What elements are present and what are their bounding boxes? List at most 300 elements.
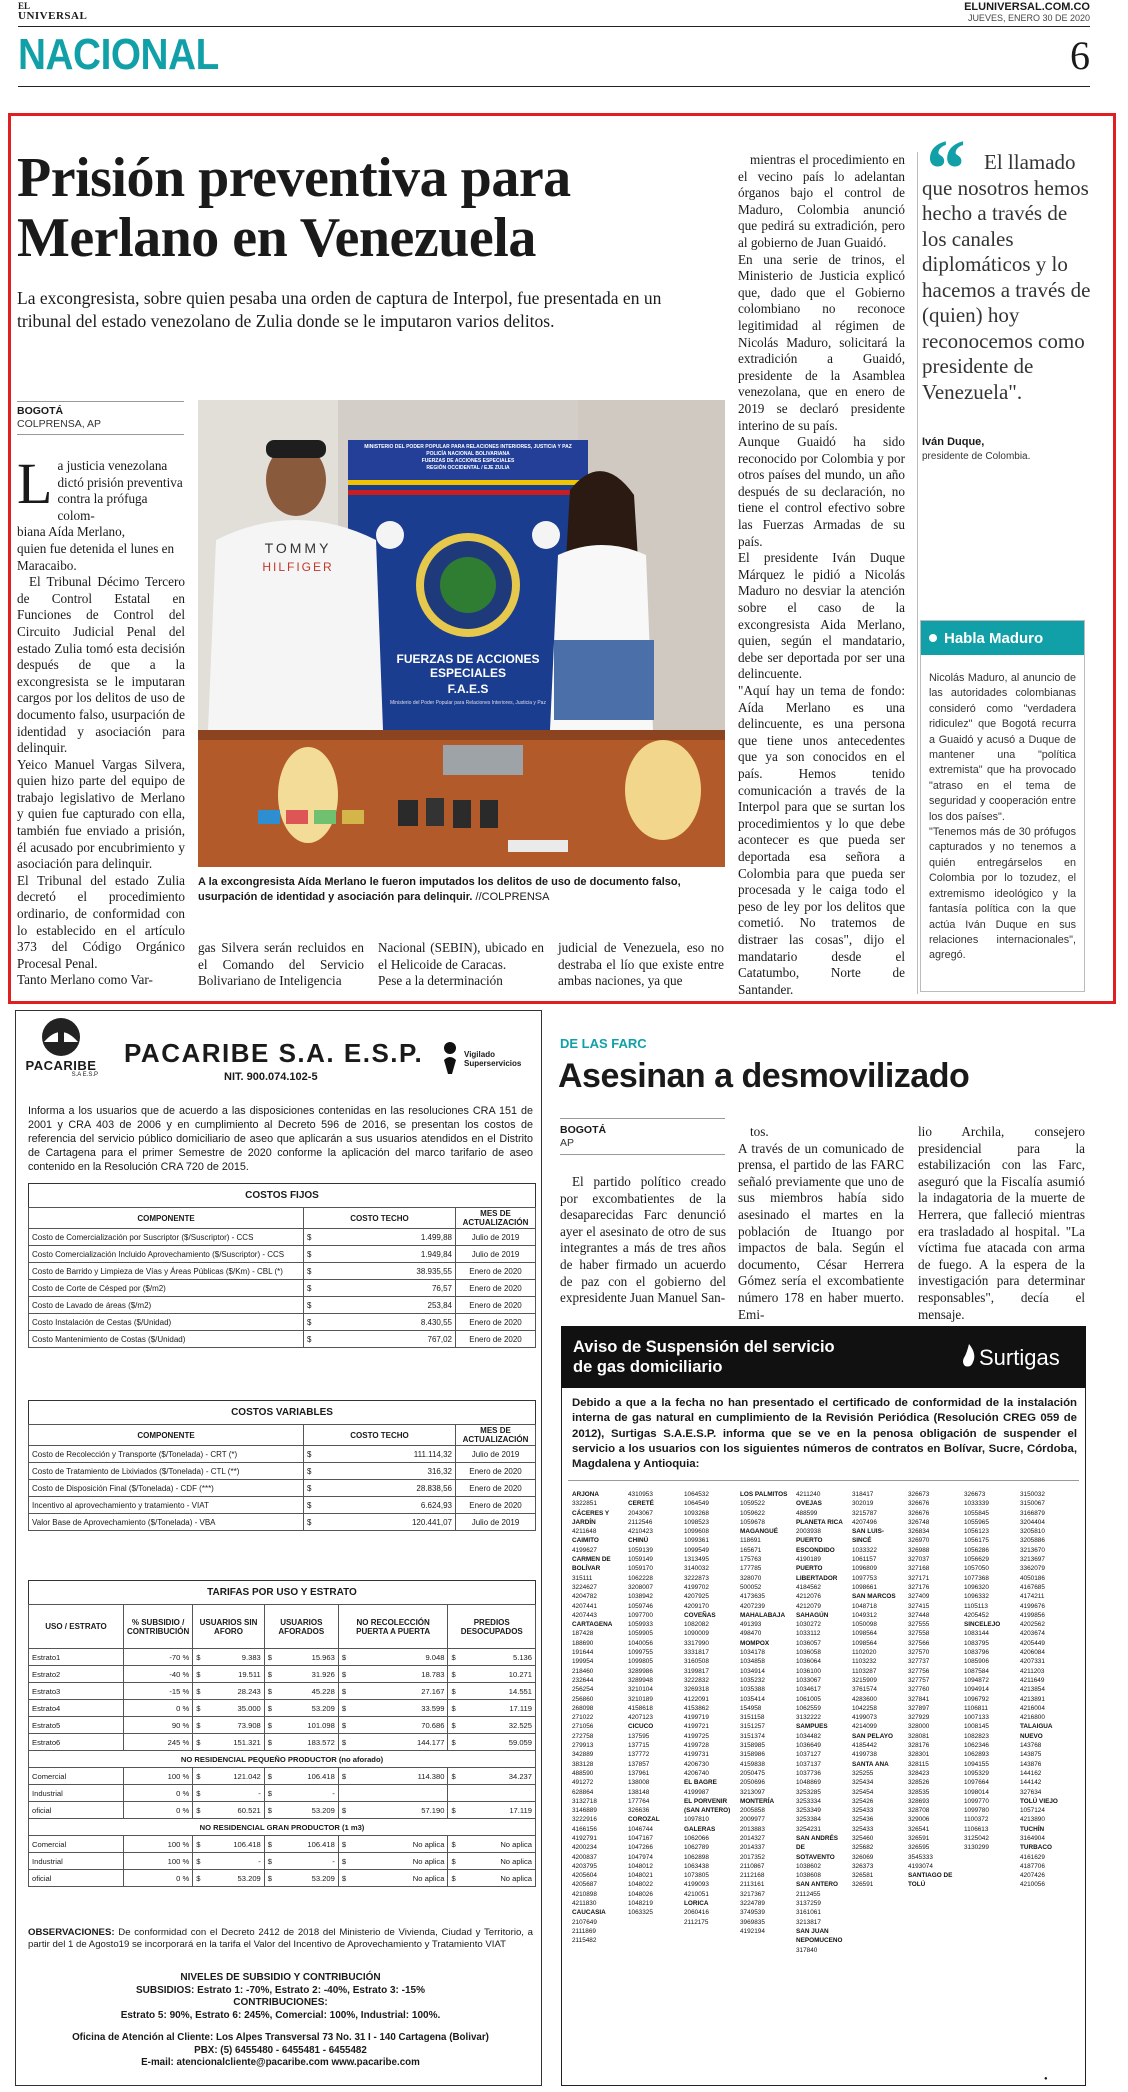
municipality-label: SINCELEJO bbox=[964, 1621, 1001, 1629]
masthead-logo: UNIVERSAL bbox=[18, 10, 88, 22]
currency-cell: $ bbox=[264, 1870, 275, 1887]
contract-number: 3161061 bbox=[796, 1909, 821, 1917]
table-cell: - bbox=[275, 1785, 338, 1802]
contract-number: 1083796 bbox=[964, 1649, 989, 1657]
table-cell: Comercial bbox=[29, 1768, 124, 1785]
contract-number: 3749539 bbox=[740, 1909, 765, 1917]
contract-number: 1050098 bbox=[852, 1621, 877, 1629]
contract-number: 325460 bbox=[852, 1834, 874, 1842]
contract-number: 143876 bbox=[1020, 1760, 1042, 1768]
contract-number: 232644 bbox=[572, 1676, 594, 1684]
contract-number: 2009977 bbox=[740, 1816, 765, 1824]
contract-number: 1099805 bbox=[628, 1658, 653, 1666]
table-cell: 17.119 bbox=[459, 1700, 536, 1717]
contract-number: 1062789 bbox=[684, 1844, 709, 1852]
contract-number: 328115 bbox=[908, 1760, 929, 1768]
contract-number: 137961 bbox=[628, 1769, 650, 1777]
contract-number: 1096792 bbox=[964, 1695, 989, 1703]
col-header: USUARIOS AFORADOS bbox=[264, 1605, 338, 1649]
contract-number: 3132718 bbox=[572, 1797, 597, 1805]
contract-number: 4207925 bbox=[684, 1593, 709, 1601]
contract-number: 137772 bbox=[628, 1751, 650, 1759]
contract-column bbox=[852, 1490, 900, 1890]
contract-number: 4187706 bbox=[1020, 1862, 1045, 1870]
contract-number: 4203795 bbox=[572, 1862, 597, 1870]
contract-number: 4192791 bbox=[572, 1834, 597, 1842]
contract-number: 1094914 bbox=[964, 1686, 989, 1694]
contract-number: 328526 bbox=[908, 1779, 930, 1787]
currency-cell: $ bbox=[193, 1768, 204, 1785]
contract-number: 1034178 bbox=[740, 1649, 765, 1657]
table-row bbox=[29, 1802, 536, 1819]
table-cell: 316,32 bbox=[316, 1463, 456, 1480]
municipality-label: NEPOMUCENO bbox=[796, 1937, 843, 1945]
shirt-logo-bottom: HILFIGER bbox=[262, 560, 334, 574]
table-cell: Julio de 2019 bbox=[456, 1246, 536, 1263]
table-cell: Costo de Tratamiento de Lixiviados ($/Tonelada) - CTL (**) bbox=[29, 1463, 304, 1480]
contract-number: 3317990 bbox=[684, 1639, 709, 1647]
municipality-label: TOLÚ VIEJO bbox=[1020, 1797, 1058, 1805]
currency-cell: $ bbox=[338, 1734, 349, 1751]
municipality-label: PUERTO bbox=[796, 1565, 823, 1573]
table-cell: Enero de 2020 bbox=[456, 1280, 536, 1297]
contract-number: 1036064 bbox=[796, 1658, 821, 1666]
contract-number: 1064549 bbox=[684, 1500, 709, 1508]
contract-number: 4161629 bbox=[1020, 1853, 1045, 1861]
table-cell: Enero de 2020 bbox=[456, 1331, 536, 1348]
contract-column bbox=[796, 1490, 844, 1955]
contract-number: 328301 bbox=[908, 1751, 930, 1759]
contract-number: 1038602 bbox=[796, 1862, 821, 1870]
farc-byline-agency: AP bbox=[560, 1137, 575, 1149]
contract-number: 1008145 bbox=[964, 1723, 989, 1731]
table-cell: 32.525 bbox=[459, 1717, 536, 1734]
table-cell: 70.686 bbox=[349, 1717, 448, 1734]
table-cell: Julio de 2019 bbox=[456, 1229, 536, 1246]
farc-col2: tos. A través de un comunicado de prensa, el partido de las FARC señaló previamente que uno de sus miembros había sido asesinado el martes en la población de Ituango por impactos de bala. Según el documento, César Herrera Gómez sería el excombatiente número 178 en haber muerto. Emi- bbox=[738, 1124, 904, 1322]
contract-number: 4206740 bbox=[684, 1769, 709, 1777]
costos-fijos-table bbox=[28, 1183, 536, 1348]
table-cell: Enero de 2020 bbox=[456, 1480, 536, 1497]
pull-quote: El llamado que nosotros hemos hecho a través de los canales diplomáticos y lo hacemos a través de (quien) hoy reconocemos como presidente de Venezuela". bbox=[922, 150, 1091, 404]
contract-number: 2112168 bbox=[740, 1872, 765, 1880]
contract-number: 327756 bbox=[908, 1667, 930, 1675]
contract-number: 3158986 bbox=[740, 1751, 765, 1759]
email[interactable]: E-mail: atencionalcliente@pacaribe.com www.pacaribe.com bbox=[141, 2057, 420, 2068]
contract-number: 1061005 bbox=[796, 1695, 821, 1703]
contract-number: 4192194 bbox=[740, 1927, 765, 1935]
contact-block bbox=[28, 2032, 533, 2070]
contract-number: 327171 bbox=[908, 1574, 930, 1582]
contract-number: 1063325 bbox=[628, 1909, 653, 1917]
table-cell bbox=[349, 1785, 448, 1802]
surtigas-header bbox=[561, 1326, 1086, 1388]
contract-number: 1099608 bbox=[684, 1528, 709, 1536]
contract-number: 2110867 bbox=[740, 1862, 765, 1870]
contract-number: 4199731 bbox=[684, 1751, 709, 1759]
table-row bbox=[29, 1649, 536, 1666]
contract-number: 327555 bbox=[908, 1621, 930, 1629]
table-row bbox=[29, 1297, 536, 1314]
surtigas-footer-logo: ● bbox=[1044, 2076, 1048, 2082]
table-cell: Enero de 2020 bbox=[456, 1263, 536, 1280]
superservicios-logo-icon bbox=[440, 1040, 460, 1076]
contract-number: 4206730 bbox=[684, 1760, 709, 1768]
col-header: NO RECOLECCIÓN PUERTA A PUERTA bbox=[338, 1605, 448, 1649]
municipality-label: SANTIAGO DE bbox=[908, 1872, 953, 1880]
contract-number: 2111869 bbox=[572, 1927, 596, 1935]
contract-number: 4190189 bbox=[796, 1556, 821, 1564]
contract-number: 1055845 bbox=[964, 1509, 989, 1517]
col-header: COSTO TECHO bbox=[304, 1425, 456, 1446]
table-cell: Julio de 2019 bbox=[456, 1446, 536, 1463]
table-cell: Costo de Corte de Césped por ($/m2) bbox=[29, 1280, 304, 1297]
contract-number: 1036100 bbox=[796, 1667, 821, 1675]
contract-number: 1033112 bbox=[796, 1630, 821, 1638]
currency-cell: $ bbox=[264, 1683, 275, 1700]
table-cell: No aplica bbox=[349, 1870, 448, 1887]
contract-number: 1097753 bbox=[852, 1574, 877, 1582]
contract-number: 1036649 bbox=[796, 1742, 821, 1750]
contract-number: 1034858 bbox=[740, 1658, 765, 1666]
table-cell: 106.418 bbox=[203, 1836, 264, 1853]
contract-number: 328708 bbox=[908, 1807, 930, 1815]
contract-number: 498470 bbox=[740, 1630, 762, 1638]
contract-number: 218460 bbox=[572, 1667, 594, 1675]
contract-number: 4283600 bbox=[852, 1695, 877, 1703]
table-cell: Costo de Disposición Final ($/Tonelada) - CDF (***) bbox=[29, 1480, 304, 1497]
contract-number: 4173635 bbox=[740, 1593, 765, 1601]
contract-number: 1057124 bbox=[1020, 1807, 1045, 1815]
municipality-label: PUERTO bbox=[796, 1537, 823, 1545]
quote-mark-icon: “ bbox=[922, 123, 964, 216]
contract-number: 2013883 bbox=[740, 1825, 765, 1833]
contract-number: 4199725 bbox=[684, 1732, 709, 1740]
contract-number: 1102020 bbox=[852, 1649, 877, 1657]
contract-number: 3761574 bbox=[852, 1686, 877, 1694]
byline-city: BOGOTÁ bbox=[17, 405, 64, 417]
table-cell: 33.599 bbox=[349, 1700, 448, 1717]
article-col2-text: gas Silvera serán recluidos en el Comando del Servicio Bolivariano de Inteligencia bbox=[198, 940, 364, 989]
table-cell: Enero de 2020 bbox=[456, 1297, 536, 1314]
contract-number: 328000 bbox=[908, 1723, 930, 1731]
contract-number: 1048021 bbox=[628, 1872, 653, 1880]
contract-number: 4209170 bbox=[684, 1602, 709, 1610]
company-nit: NIT. 900.074.102-5 bbox=[224, 1071, 318, 1083]
table-cell: 76,57 bbox=[316, 1280, 456, 1297]
col-header: % SUBSIDIO / CONTRIBUCIÓN bbox=[124, 1605, 193, 1649]
contract-number: 326673 bbox=[964, 1491, 986, 1498]
contract-number: 327841 bbox=[908, 1695, 930, 1703]
contract-number: 1059933 bbox=[628, 1621, 653, 1629]
table-row bbox=[29, 1246, 536, 1263]
currency-cell: $ bbox=[193, 1836, 204, 1853]
contract-number: 1063438 bbox=[684, 1862, 709, 1870]
contract-number: 3166879 bbox=[1020, 1509, 1045, 1517]
contract-number: 1099780 bbox=[964, 1807, 989, 1815]
pacaribe-logo-sub: S.A E.S.P bbox=[71, 1072, 98, 1078]
sidebar-header bbox=[921, 621, 1084, 655]
currency-cell: $ bbox=[338, 1666, 349, 1683]
contract-number: 328423 bbox=[908, 1769, 930, 1777]
contract-number: 1040056 bbox=[628, 1639, 653, 1647]
table-cell: 100 % bbox=[124, 1836, 193, 1853]
contract-number: 1077368 bbox=[964, 1574, 989, 1582]
currency-cell: $ bbox=[193, 1734, 204, 1751]
table-cell: 106.418 bbox=[275, 1836, 338, 1853]
currency-cell: $ bbox=[448, 1768, 459, 1785]
contract-number: 1056123 bbox=[964, 1528, 989, 1536]
table-cell: -15 % bbox=[124, 1683, 193, 1700]
currency-cell: $ bbox=[264, 1768, 275, 1785]
table-cell: 18.783 bbox=[349, 1666, 448, 1683]
currency-cell: $ bbox=[193, 1853, 204, 1870]
contract-column bbox=[628, 1490, 676, 1918]
table-cell: $ bbox=[304, 1463, 316, 1480]
contract-number: 3253349 bbox=[796, 1807, 821, 1815]
contract-number: 326676 bbox=[908, 1500, 930, 1508]
contract-number: 4193074 bbox=[908, 1862, 933, 1870]
table-cell: $ bbox=[304, 1280, 316, 1297]
contract-number: 3158985 bbox=[740, 1742, 765, 1750]
table-cell: Costo Mantenimiento de Costas ($/Unidad) bbox=[29, 1331, 304, 1348]
table-cell: 28.243 bbox=[203, 1683, 264, 1700]
contract-number: 3331817 bbox=[684, 1649, 709, 1657]
vigilado-text: Vigilado Superservicios bbox=[464, 1050, 522, 1068]
contract-number: 1064532 bbox=[684, 1491, 709, 1498]
contract-number: 326673 bbox=[908, 1491, 930, 1498]
contract-number: 329006 bbox=[908, 1816, 930, 1824]
municipality-label: CERETÉ bbox=[628, 1500, 654, 1508]
contract-number: 2014337 bbox=[740, 1844, 765, 1852]
municipality-label: SOTAVENTO bbox=[796, 1853, 835, 1861]
contract-number: 137857 bbox=[628, 1760, 650, 1768]
contract-number: 1033067 bbox=[796, 1676, 821, 1684]
date: JUEVES, ENERO 30 DE 2020 bbox=[967, 13, 1090, 23]
contract-number: 3289948 bbox=[628, 1676, 653, 1684]
municipality-label: SAMPUES bbox=[796, 1723, 828, 1731]
pbx: PBX: (5) 6455480 - 6455481 - 6455482 bbox=[194, 2044, 367, 2056]
tarifas-title: TARIFAS POR USO Y ESTRATO bbox=[28, 1580, 536, 1604]
table-cell: 53.209 bbox=[275, 1802, 338, 1819]
contract-number: 328176 bbox=[908, 1742, 930, 1750]
table-cell: 144.177 bbox=[349, 1734, 448, 1751]
contract-number: 3208007 bbox=[628, 1583, 653, 1591]
municipality-label: SAN MARCOS bbox=[852, 1593, 896, 1601]
table-cell: $ bbox=[304, 1497, 316, 1514]
contract-number: 3269318 bbox=[684, 1686, 709, 1694]
contract-number: 1062346 bbox=[964, 1742, 989, 1750]
contract-number: 4212076 bbox=[796, 1593, 821, 1601]
table-cell: 0 % bbox=[124, 1785, 193, 1802]
contract-number: 1096809 bbox=[852, 1565, 877, 1573]
contract-number: 4199093 bbox=[684, 1881, 709, 1889]
contract-number: 1099755 bbox=[628, 1649, 653, 1657]
contract-number: 491393 bbox=[740, 1621, 762, 1629]
contract-number: 1038608 bbox=[796, 1872, 821, 1880]
contract-number: 3150067 bbox=[1020, 1500, 1045, 1508]
contract-number: 3137259 bbox=[796, 1900, 821, 1908]
surtigas-brand: Surtigas bbox=[979, 1345, 1060, 1370]
table-cell: Estrato1 bbox=[29, 1649, 124, 1666]
contract-number: 628864 bbox=[572, 1788, 594, 1796]
contract-number: 4212079 bbox=[796, 1602, 821, 1610]
contract-number: 175763 bbox=[740, 1556, 762, 1564]
table-cell: 100 % bbox=[124, 1768, 193, 1785]
company-name: PACARIBE S.A. E.S.P. bbox=[124, 1038, 424, 1068]
currency-cell: $ bbox=[264, 1700, 275, 1717]
contract-number: 1062898 bbox=[684, 1853, 709, 1861]
contract-number: 2112546 bbox=[628, 1518, 653, 1526]
contract-number: 326748 bbox=[908, 1518, 930, 1526]
table-cell: Costo de Lavado de áreas ($/m2) bbox=[29, 1297, 304, 1314]
contract-number: 1062228 bbox=[628, 1574, 653, 1582]
contract-number: 327448 bbox=[908, 1611, 930, 1619]
currency-cell: $ bbox=[448, 1666, 459, 1683]
contract-number: 4216800 bbox=[1020, 1714, 1045, 1722]
table-cell: 57.190 bbox=[349, 1802, 448, 1819]
contract-number: 1036058 bbox=[796, 1649, 821, 1657]
municipality-label: CARTAGENA bbox=[572, 1621, 613, 1629]
contract-number: 1099770 bbox=[964, 1797, 989, 1805]
table-cell: Costo de Barrido y Limpieza de Vías y Áreas Públicas ($/Km) - CBL (*) bbox=[29, 1263, 304, 1280]
table-cell: No aplica bbox=[459, 1853, 536, 1870]
contract-number: 1048718 bbox=[852, 1602, 877, 1610]
table-cell: 90 % bbox=[124, 1717, 193, 1734]
contract-number: 315111 bbox=[572, 1574, 593, 1582]
table-cell: 767,02 bbox=[316, 1331, 456, 1348]
contract-number: 2115482 bbox=[572, 1937, 597, 1945]
contract-number: 326834 bbox=[908, 1528, 930, 1536]
contract-number: 3215787 bbox=[852, 1509, 877, 1517]
contract-number: 4199856 bbox=[1020, 1611, 1045, 1619]
contract-number: 1098564 bbox=[852, 1630, 877, 1638]
contract-number: 4207443 bbox=[572, 1611, 597, 1619]
currency-cell: $ bbox=[448, 1649, 459, 1666]
contract-number: 325433 bbox=[852, 1825, 874, 1833]
table-cell: Estrato4 bbox=[29, 1700, 124, 1717]
contract-number: 2003938 bbox=[796, 1528, 821, 1536]
contract-number: 1059149 bbox=[628, 1556, 653, 1564]
banner-title: FUERZAS DE ACCIONES ESPECIALES bbox=[396, 652, 540, 680]
table-cell: 53.209 bbox=[203, 1870, 264, 1887]
sidebar-box bbox=[920, 620, 1085, 992]
contract-number: 272758 bbox=[572, 1732, 594, 1740]
municipality-label: TURBACO bbox=[1020, 1844, 1052, 1852]
municipality-label: ESCONDIDO bbox=[796, 1546, 835, 1554]
municipality-label: GALERAS bbox=[684, 1825, 716, 1833]
contract-number: 327737 bbox=[908, 1658, 930, 1666]
contract-number: 1097700 bbox=[628, 1611, 653, 1619]
contract-number: 325682 bbox=[852, 1844, 874, 1852]
contract-number: 3160508 bbox=[684, 1658, 709, 1666]
table-cell: Estrato6 bbox=[29, 1734, 124, 1751]
municipality-label: LIBERTADOR bbox=[796, 1574, 838, 1582]
table-cell: 101.098 bbox=[275, 1717, 338, 1734]
currency-cell: $ bbox=[264, 1853, 275, 1870]
table-cell: 15.963 bbox=[275, 1649, 338, 1666]
contract-number: 1059170 bbox=[628, 1565, 653, 1573]
col-header: PREDIOS DESOCUPADOS bbox=[448, 1605, 536, 1649]
contract-number: 1094155 bbox=[964, 1760, 989, 1768]
contract-number: 4211648 bbox=[572, 1528, 597, 1536]
contract-number: 1059522 bbox=[740, 1500, 765, 1508]
table-cell: $ bbox=[304, 1229, 316, 1246]
article-col3-text: Nacional (SEBIN), ubicado en el Helicoide de Caracas. Pese a la determinación bbox=[378, 940, 544, 989]
contract-number: 3253384 bbox=[796, 1816, 821, 1824]
contract-number: 4213891 bbox=[1020, 1695, 1045, 1703]
contract-number: 3213097 bbox=[740, 1788, 765, 1796]
table-cell: 100 % bbox=[124, 1853, 193, 1870]
col-header: MES DE ACTUALIZACIÓN bbox=[456, 1208, 536, 1229]
contract-number: 1103232 bbox=[852, 1658, 877, 1666]
pacaribe-logo-icon bbox=[32, 1016, 90, 1058]
contract-number: 327176 bbox=[908, 1583, 930, 1591]
col-header: USUARIOS SIN AFORO bbox=[193, 1605, 265, 1649]
currency-cell: $ bbox=[264, 1836, 275, 1853]
contract-number: 3213670 bbox=[1020, 1546, 1045, 1554]
quote-role: presidente de Colombia. bbox=[922, 451, 1031, 462]
contract-number: 4210423 bbox=[628, 1528, 653, 1536]
col-header: MES DE ACTUALIZACIÓN bbox=[456, 1425, 536, 1446]
currency-cell: $ bbox=[264, 1649, 275, 1666]
municipality-label: SAN LUIS-SINCÉ bbox=[852, 1528, 884, 1545]
observaciones: OBSERVACIONES: De conformidad con el Decreto 2412 de 2018 del Ministerio de Vivienda, Ciudad y Territorio, a partir del 1 de Agosto19 se incorporará en la tarifa el Valor del Incentivo de Aprovechamiento y Tratamiento VIAT bbox=[28, 1927, 533, 1950]
contract-list bbox=[572, 1490, 1077, 2080]
municipality-label: EL PORVENIR bbox=[684, 1797, 728, 1805]
contract-number: 1007133 bbox=[964, 1714, 989, 1722]
contract-number: 3151257 bbox=[740, 1723, 765, 1731]
contract-number: 3151374 bbox=[740, 1732, 765, 1740]
table-cell: 245 % bbox=[124, 1734, 193, 1751]
table-cell: Incentivo al aprovechamiento y tratamiento - VIAT bbox=[29, 1497, 304, 1514]
contract-number: 144142 bbox=[1020, 1779, 1042, 1787]
table-cell: 45.228 bbox=[275, 1683, 338, 1700]
table-cell: 114.380 bbox=[349, 1768, 448, 1785]
table-cell: oficial bbox=[29, 1870, 124, 1887]
table-row bbox=[29, 1331, 536, 1348]
contract-number: 1035414 bbox=[740, 1695, 765, 1703]
contract-number: 1056629 bbox=[964, 1556, 989, 1564]
municipality-label: (SAN ANTERO) bbox=[684, 1807, 731, 1815]
table-cell: Julio de 2019 bbox=[456, 1514, 536, 1531]
contract-number: 1059678 bbox=[740, 1518, 765, 1526]
contract-number: 3132222 bbox=[796, 1714, 821, 1722]
contract-column bbox=[1020, 1490, 1068, 1890]
col-header: COSTO TECHO bbox=[304, 1208, 456, 1229]
contract-number: 1048022 bbox=[628, 1881, 653, 1889]
contract-number: 1087584 bbox=[964, 1667, 989, 1675]
table-cell: Industrial bbox=[29, 1785, 124, 1802]
contract-number: 4211240 bbox=[796, 1491, 821, 1498]
contract-number: 188690 bbox=[572, 1639, 594, 1647]
contract-number: 4216004 bbox=[1020, 1704, 1045, 1712]
contract-number: 1313495 bbox=[684, 1556, 709, 1564]
table-cell: -70 % bbox=[124, 1649, 193, 1666]
contract-number: 2050696 bbox=[740, 1779, 765, 1787]
currency-cell: $ bbox=[448, 1683, 459, 1700]
contract-number: 1037736 bbox=[796, 1769, 821, 1777]
contract-number: 1083144 bbox=[964, 1630, 989, 1638]
currency-cell: $ bbox=[264, 1785, 275, 1802]
table-cell: 0 % bbox=[124, 1700, 193, 1717]
shirt-logo-top: TOMMY bbox=[264, 540, 332, 556]
contract-number: 4158618 bbox=[628, 1704, 653, 1712]
contract-number: 3253285 bbox=[796, 1788, 821, 1796]
table-row bbox=[29, 1280, 536, 1297]
table-cell: Costo Instalación de Cestas ($/Unidad) bbox=[29, 1314, 304, 1331]
contract-number: 256254 bbox=[572, 1686, 594, 1694]
